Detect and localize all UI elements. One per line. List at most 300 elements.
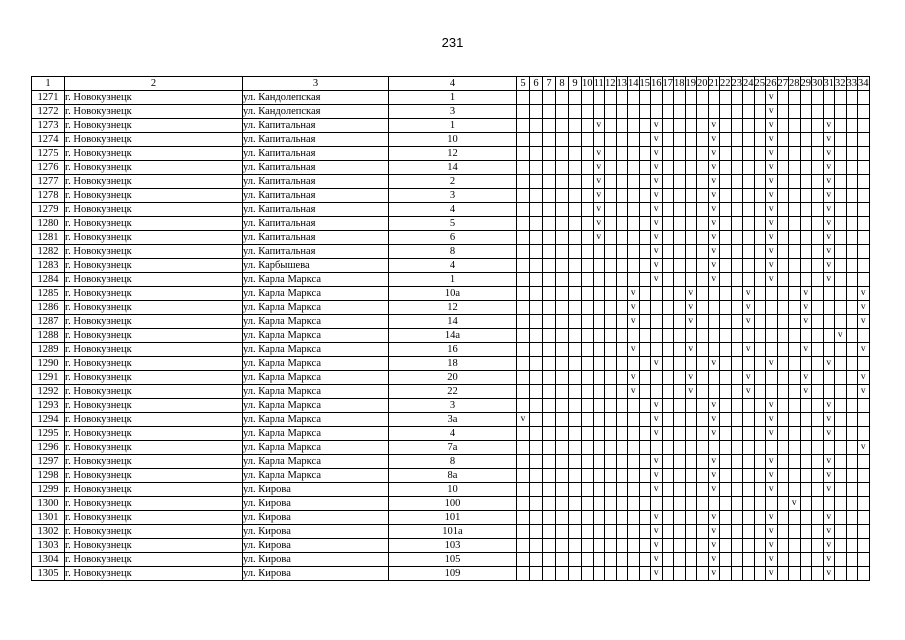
empty-cell	[616, 441, 628, 455]
mark-cell: v	[823, 567, 835, 581]
empty-cell	[651, 105, 663, 119]
empty-cell	[743, 231, 755, 245]
empty-cell	[743, 119, 755, 133]
row-number: 1274	[32, 133, 65, 147]
empty-cell	[743, 91, 755, 105]
column-header-12: 12	[605, 78, 616, 89]
empty-cell	[812, 469, 824, 483]
empty-cell	[777, 469, 789, 483]
empty-cell	[517, 119, 530, 133]
empty-cell	[556, 105, 569, 119]
empty-cell	[593, 483, 605, 497]
empty-cell	[858, 413, 870, 427]
empty-cell	[530, 287, 543, 301]
empty-cell	[697, 245, 709, 259]
house-number-cell: 4	[389, 203, 517, 217]
mark-cell: v	[708, 413, 720, 427]
mark-cell: v	[651, 189, 663, 203]
empty-cell	[662, 287, 674, 301]
row-number: 1291	[32, 371, 65, 385]
empty-cell	[800, 161, 812, 175]
empty-cell	[593, 511, 605, 525]
empty-cell	[569, 217, 582, 231]
empty-cell	[800, 133, 812, 147]
empty-cell	[616, 273, 628, 287]
empty-cell	[789, 483, 801, 497]
empty-cell	[789, 231, 801, 245]
column-header-17: 17	[662, 78, 673, 89]
empty-cell	[846, 231, 858, 245]
mark-cell: v	[651, 567, 663, 581]
empty-cell	[569, 301, 582, 315]
empty-cell	[674, 91, 686, 105]
empty-cell	[708, 301, 720, 315]
empty-cell	[835, 301, 847, 315]
empty-cell	[835, 91, 847, 105]
empty-cell	[639, 539, 651, 553]
column-header-27: 27	[777, 78, 788, 89]
empty-cell	[674, 357, 686, 371]
mark-cell: v	[651, 483, 663, 497]
empty-cell	[639, 413, 651, 427]
empty-cell	[674, 315, 686, 329]
empty-cell	[530, 553, 543, 567]
empty-cell	[800, 217, 812, 231]
empty-cell	[605, 343, 617, 357]
empty-cell	[569, 329, 582, 343]
empty-cell	[846, 119, 858, 133]
empty-cell	[789, 441, 801, 455]
empty-cell	[569, 343, 582, 357]
empty-cell	[846, 329, 858, 343]
mark-cell: v	[766, 189, 778, 203]
empty-cell	[569, 161, 582, 175]
empty-cell	[823, 329, 835, 343]
empty-cell	[789, 427, 801, 441]
empty-cell	[789, 525, 801, 539]
empty-cell	[530, 259, 543, 273]
mark-cell: v	[823, 119, 835, 133]
empty-cell	[556, 455, 569, 469]
empty-cell	[530, 511, 543, 525]
empty-cell	[639, 231, 651, 245]
mark-cell: v	[593, 119, 605, 133]
empty-cell	[835, 441, 847, 455]
empty-cell	[835, 497, 847, 511]
empty-cell	[639, 385, 651, 399]
empty-cell	[731, 539, 743, 553]
empty-cell	[731, 273, 743, 287]
empty-cell	[846, 455, 858, 469]
empty-cell	[674, 525, 686, 539]
street-cell: ул. Карла Маркса	[243, 273, 389, 287]
empty-cell	[569, 427, 582, 441]
mark-cell: v	[651, 413, 663, 427]
row-number: 1296	[32, 441, 65, 455]
empty-cell	[812, 273, 824, 287]
empty-cell	[593, 539, 605, 553]
empty-cell	[835, 203, 847, 217]
empty-cell	[731, 427, 743, 441]
mark-cell: v	[800, 301, 812, 315]
mark-cell: v	[708, 161, 720, 175]
empty-cell	[777, 371, 789, 385]
empty-cell	[639, 105, 651, 119]
mark-cell: v	[766, 399, 778, 413]
row-number: 1278	[32, 189, 65, 203]
empty-cell	[731, 161, 743, 175]
house-number-cell: 109	[389, 567, 517, 581]
empty-cell	[812, 203, 824, 217]
house-number-cell: 16	[389, 343, 517, 357]
empty-cell	[662, 427, 674, 441]
empty-cell	[858, 497, 870, 511]
empty-cell	[616, 567, 628, 581]
empty-cell	[731, 315, 743, 329]
header-row	[32, 77, 870, 91]
empty-cell	[846, 539, 858, 553]
empty-cell	[662, 539, 674, 553]
empty-cell	[674, 329, 686, 343]
empty-cell	[720, 301, 732, 315]
empty-cell	[858, 147, 870, 161]
mark-cell: v	[766, 553, 778, 567]
empty-cell	[605, 455, 617, 469]
empty-cell	[517, 245, 530, 259]
street-cell: ул. Карла Маркса	[243, 371, 389, 385]
city-cell: г. Новокузнецк	[65, 161, 243, 175]
empty-cell	[777, 259, 789, 273]
mark-cell: v	[823, 511, 835, 525]
mark-cell: v	[766, 413, 778, 427]
empty-cell	[812, 371, 824, 385]
empty-cell	[789, 301, 801, 315]
empty-cell	[556, 231, 569, 245]
empty-cell	[517, 161, 530, 175]
empty-cell	[582, 357, 594, 371]
empty-cell	[639, 217, 651, 231]
empty-cell	[593, 399, 605, 413]
empty-cell	[593, 357, 605, 371]
empty-cell	[582, 189, 594, 203]
empty-cell	[846, 91, 858, 105]
mark-cell: v	[708, 483, 720, 497]
mark-cell: v	[708, 217, 720, 231]
empty-cell	[743, 497, 755, 511]
empty-cell	[743, 525, 755, 539]
empty-cell	[628, 399, 640, 413]
house-number-cell: 3	[389, 105, 517, 119]
empty-cell	[720, 567, 732, 581]
empty-cell	[789, 399, 801, 413]
mark-cell: v	[651, 469, 663, 483]
city-cell: г. Новокузнецк	[65, 287, 243, 301]
mark-cell: v	[685, 287, 697, 301]
empty-cell	[582, 469, 594, 483]
empty-cell	[639, 273, 651, 287]
empty-cell	[720, 539, 732, 553]
empty-cell	[743, 203, 755, 217]
empty-cell	[835, 553, 847, 567]
empty-cell	[674, 273, 686, 287]
empty-cell	[530, 567, 543, 581]
empty-cell	[754, 413, 766, 427]
street-cell: ул. Кирова	[243, 567, 389, 581]
empty-cell	[605, 539, 617, 553]
empty-cell	[720, 553, 732, 567]
empty-cell	[628, 217, 640, 231]
city-cell: г. Новокузнецк	[65, 189, 243, 203]
empty-cell	[789, 147, 801, 161]
table-row	[32, 357, 870, 371]
empty-cell	[777, 399, 789, 413]
street-cell: ул. Капитальная	[243, 175, 389, 189]
empty-cell	[593, 413, 605, 427]
empty-cell	[530, 539, 543, 553]
empty-cell	[812, 259, 824, 273]
empty-cell	[754, 301, 766, 315]
empty-cell	[800, 469, 812, 483]
mark-cell: v	[858, 287, 870, 301]
mark-cell: v	[708, 511, 720, 525]
empty-cell	[530, 105, 543, 119]
street-cell: ул. Карла Маркса	[243, 385, 389, 399]
empty-cell	[628, 189, 640, 203]
empty-cell	[616, 511, 628, 525]
empty-cell	[800, 273, 812, 287]
empty-cell	[846, 105, 858, 119]
empty-cell	[697, 189, 709, 203]
empty-cell	[743, 161, 755, 175]
empty-cell	[605, 245, 617, 259]
empty-cell	[789, 175, 801, 189]
house-number-cell: 5	[389, 217, 517, 231]
empty-cell	[685, 329, 697, 343]
empty-cell	[789, 511, 801, 525]
empty-cell	[628, 273, 640, 287]
column-header-25: 25	[754, 78, 765, 89]
empty-cell	[628, 259, 640, 273]
empty-cell	[605, 399, 617, 413]
city-cell: г. Новокузнецк	[65, 315, 243, 329]
empty-cell	[720, 175, 732, 189]
empty-cell	[720, 105, 732, 119]
empty-cell	[605, 217, 617, 231]
empty-cell	[543, 133, 556, 147]
empty-cell	[800, 357, 812, 371]
empty-cell	[628, 567, 640, 581]
mark-cell: v	[708, 147, 720, 161]
table-row	[32, 203, 870, 217]
mark-cell: v	[766, 217, 778, 231]
mark-cell: v	[708, 273, 720, 287]
street-cell: ул. Капитальная	[243, 133, 389, 147]
empty-cell	[731, 511, 743, 525]
empty-cell	[569, 455, 582, 469]
empty-cell	[812, 441, 824, 455]
empty-cell	[662, 357, 674, 371]
city-cell: г. Новокузнецк	[65, 105, 243, 119]
empty-cell	[685, 119, 697, 133]
empty-cell	[517, 231, 530, 245]
empty-cell	[835, 385, 847, 399]
column-header-9: 9	[569, 77, 582, 91]
empty-cell	[743, 217, 755, 231]
empty-cell	[731, 483, 743, 497]
empty-cell	[662, 385, 674, 399]
empty-cell	[800, 189, 812, 203]
street-cell: ул. Капитальная	[243, 203, 389, 217]
mark-cell: v	[628, 287, 640, 301]
empty-cell	[800, 567, 812, 581]
empty-cell	[846, 567, 858, 581]
empty-cell	[582, 245, 594, 259]
empty-cell	[777, 231, 789, 245]
empty-cell	[846, 161, 858, 175]
empty-cell	[582, 217, 594, 231]
mark-cell: v	[743, 371, 755, 385]
mark-cell: v	[823, 203, 835, 217]
empty-cell	[789, 91, 801, 105]
street-cell: ул. Карбышева	[243, 259, 389, 273]
empty-cell	[543, 441, 556, 455]
mark-cell: v	[651, 259, 663, 273]
empty-cell	[846, 469, 858, 483]
empty-cell	[582, 287, 594, 301]
row-number: 1299	[32, 483, 65, 497]
empty-cell	[628, 203, 640, 217]
empty-cell	[720, 483, 732, 497]
empty-cell	[835, 133, 847, 147]
empty-cell	[543, 399, 556, 413]
column-header-10: 10	[582, 78, 593, 89]
empty-cell	[685, 497, 697, 511]
city-cell: г. Новокузнецк	[65, 245, 243, 259]
empty-cell	[777, 105, 789, 119]
empty-cell	[517, 483, 530, 497]
mark-cell: v	[823, 147, 835, 161]
empty-cell	[543, 273, 556, 287]
empty-cell	[846, 217, 858, 231]
empty-cell	[616, 413, 628, 427]
empty-cell	[777, 441, 789, 455]
city-cell: г. Новокузнецк	[65, 273, 243, 287]
empty-cell	[708, 315, 720, 329]
house-number-cell: 105	[389, 553, 517, 567]
empty-cell	[674, 217, 686, 231]
empty-cell	[731, 259, 743, 273]
street-cell: ул. Капитальная	[243, 245, 389, 259]
empty-cell	[569, 469, 582, 483]
empty-cell	[628, 133, 640, 147]
empty-cell	[731, 357, 743, 371]
column-header-31: 31	[823, 78, 834, 89]
empty-cell	[628, 483, 640, 497]
row-number: 1294	[32, 413, 65, 427]
empty-cell	[812, 455, 824, 469]
empty-cell	[697, 343, 709, 357]
city-cell: г. Новокузнецк	[65, 455, 243, 469]
empty-cell	[754, 329, 766, 343]
column-header-3: 3	[243, 77, 389, 91]
empty-cell	[789, 553, 801, 567]
city-cell: г. Новокузнецк	[65, 371, 243, 385]
empty-cell	[582, 119, 594, 133]
empty-cell	[697, 133, 709, 147]
table-row	[32, 511, 870, 525]
empty-cell	[754, 497, 766, 511]
empty-cell	[685, 91, 697, 105]
empty-cell	[674, 189, 686, 203]
mark-cell: v	[708, 133, 720, 147]
column-header-8: 8	[556, 77, 569, 91]
empty-cell	[697, 217, 709, 231]
empty-cell	[846, 399, 858, 413]
mark-cell: v	[593, 161, 605, 175]
empty-cell	[858, 189, 870, 203]
empty-cell	[593, 91, 605, 105]
empty-cell	[800, 119, 812, 133]
mark-cell: v	[593, 217, 605, 231]
mark-cell: v	[823, 469, 835, 483]
column-header-22: 22	[720, 78, 731, 89]
mark-cell: v	[708, 539, 720, 553]
empty-cell	[582, 259, 594, 273]
empty-cell	[674, 259, 686, 273]
empty-cell	[800, 105, 812, 119]
city-cell: г. Новокузнецк	[65, 91, 243, 105]
empty-cell	[731, 329, 743, 343]
empty-cell	[628, 119, 640, 133]
empty-cell	[674, 343, 686, 357]
empty-cell	[743, 147, 755, 161]
empty-cell	[556, 343, 569, 357]
empty-cell	[569, 357, 582, 371]
empty-cell	[517, 525, 530, 539]
row-number: 1282	[32, 245, 65, 259]
empty-cell	[685, 567, 697, 581]
empty-cell	[685, 511, 697, 525]
empty-cell	[812, 399, 824, 413]
empty-cell	[569, 245, 582, 259]
empty-cell	[674, 483, 686, 497]
empty-cell	[789, 203, 801, 217]
empty-cell	[754, 217, 766, 231]
empty-cell	[823, 287, 835, 301]
empty-cell	[720, 427, 732, 441]
empty-cell	[777, 119, 789, 133]
empty-cell	[685, 161, 697, 175]
mark-cell: v	[628, 371, 640, 385]
empty-cell	[543, 525, 556, 539]
mark-cell: v	[708, 427, 720, 441]
empty-cell	[789, 189, 801, 203]
mark-cell: v	[800, 371, 812, 385]
row-number: 1273	[32, 119, 65, 133]
empty-cell	[605, 483, 617, 497]
empty-cell	[543, 413, 556, 427]
empty-cell	[569, 175, 582, 189]
empty-cell	[697, 469, 709, 483]
street-cell: ул. Капитальная	[243, 217, 389, 231]
empty-cell	[812, 147, 824, 161]
empty-cell	[731, 203, 743, 217]
empty-cell	[639, 399, 651, 413]
house-number-cell: 7а	[389, 441, 517, 455]
empty-cell	[789, 455, 801, 469]
empty-cell	[556, 497, 569, 511]
city-cell: г. Новокузнецк	[65, 119, 243, 133]
